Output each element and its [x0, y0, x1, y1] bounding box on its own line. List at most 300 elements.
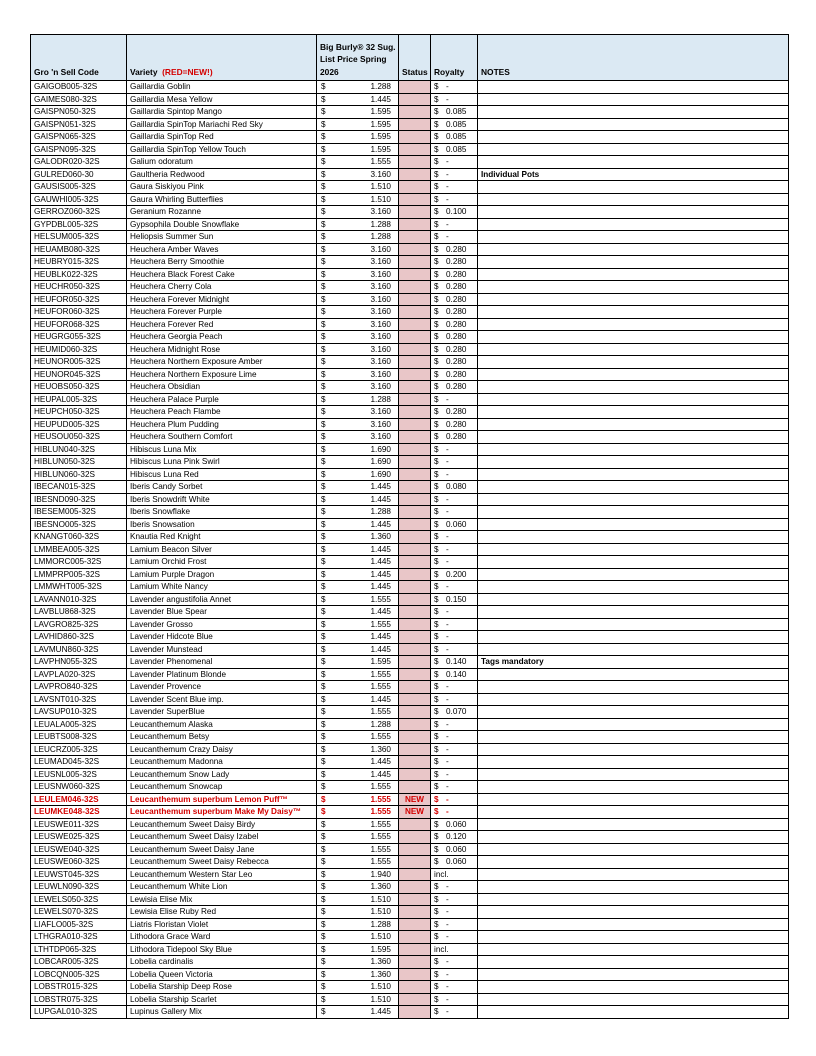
code-cell: LEUSNW060-32S [31, 781, 127, 794]
price-value: 1.288 [370, 507, 391, 516]
code-cell: HIBLUN060-32S [31, 468, 127, 481]
royalty-cell [431, 468, 478, 481]
variety-cell: Leucanthemum Sweet Daisy Jane [127, 843, 317, 856]
table-row [31, 868, 789, 881]
price-cell [317, 956, 399, 969]
notes-cell [478, 118, 789, 131]
price-value: 1.360 [370, 957, 391, 966]
notes-cell [478, 431, 789, 444]
royalty-cell [431, 681, 478, 694]
variety-cell: Lobelia cardinalis [127, 956, 317, 969]
price-value: 3.160 [370, 407, 391, 416]
royalty-value: incl. [434, 944, 449, 954]
royalty-cell [431, 881, 478, 894]
currency-symbol: $ [434, 832, 439, 841]
royalty-value: 0.140 [446, 669, 467, 679]
currency-symbol: $ [321, 719, 326, 729]
price-cell [317, 93, 399, 106]
currency-symbol: $ [321, 232, 326, 241]
royalty-cell [431, 406, 478, 419]
notes-cell [478, 706, 789, 719]
currency-symbol: $ [434, 982, 439, 991]
code-cell: LEUSWE011-32S [31, 818, 127, 831]
variety-cell: Heuchera Amber Waves [127, 243, 317, 256]
price-cell [317, 481, 399, 494]
royalty-value: - [446, 607, 449, 616]
currency-symbol: $ [321, 907, 326, 916]
table-row [31, 456, 789, 469]
price-value: 1.360 [370, 882, 391, 891]
currency-symbol: $ [434, 244, 439, 254]
status-cell [399, 268, 431, 281]
currency-symbol: $ [321, 744, 326, 754]
currency-symbol: $ [321, 332, 326, 341]
notes-cell [478, 718, 789, 731]
currency-symbol: $ [434, 144, 439, 154]
header-notes: NOTES [478, 35, 789, 81]
notes-cell [478, 318, 789, 331]
royalty-value: 0.060 [446, 844, 467, 854]
currency-symbol: $ [434, 369, 439, 379]
price-cell [317, 456, 399, 469]
notes-cell [478, 456, 789, 469]
royalty-value: - [446, 744, 449, 754]
currency-symbol: $ [434, 644, 439, 654]
price-value: 1.595 [370, 144, 391, 154]
table-row [31, 806, 789, 819]
price-cell [317, 143, 399, 156]
currency-symbol: $ [434, 494, 439, 504]
royalty-value: 0.200 [446, 569, 467, 579]
status-cell [399, 93, 431, 106]
price-cell [317, 618, 399, 631]
price-cell [317, 368, 399, 381]
table-row [31, 468, 789, 481]
currency-symbol: $ [434, 294, 439, 304]
price-value: 1.555 [370, 819, 391, 829]
royalty-value: 0.080 [446, 482, 467, 491]
header-variety [127, 35, 317, 81]
currency-symbol: $ [434, 619, 439, 629]
price-cell [317, 943, 399, 956]
royalty-cell [431, 856, 478, 869]
code-cell: LEWELS050-32S [31, 893, 127, 906]
status-cell [399, 593, 431, 606]
table-row [31, 543, 789, 556]
variety-cell: Gaura Siskiyou Pink [127, 181, 317, 194]
code-cell: HEUPUD005-32S [31, 418, 127, 431]
status-cell [399, 131, 431, 144]
table-row [31, 318, 789, 331]
royalty-value: 0.280 [446, 369, 467, 379]
variety-cell: Iberis Candy Sorbet [127, 481, 317, 494]
code-cell: HEUOBS050-32S [31, 381, 127, 394]
notes-cell [478, 156, 789, 169]
royalty-value: 0.280 [446, 419, 467, 429]
currency-symbol: $ [321, 469, 326, 479]
royalty-value: 0.280 [446, 307, 467, 316]
currency-symbol: $ [321, 632, 326, 641]
royalty-cell [431, 181, 478, 194]
variety-cell: Iberis Snowsation [127, 518, 317, 531]
notes-cell [478, 568, 789, 581]
price-value: 3.160 [370, 257, 391, 266]
price-value: 3.160 [370, 294, 391, 304]
price-value: 1.555 [370, 857, 391, 866]
price-value: 1.595 [370, 119, 391, 129]
royalty-value: - [446, 907, 449, 916]
royalty-cell [431, 481, 478, 494]
currency-symbol: $ [434, 232, 439, 241]
royalty-value: - [446, 882, 449, 891]
variety-cell: Leucanthemum Western Star Leo [127, 868, 317, 881]
price-cell [317, 281, 399, 294]
status-cell [399, 368, 431, 381]
currency-symbol: $ [321, 407, 326, 416]
variety-cell: Heuchera Northern Exposure Amber [127, 356, 317, 369]
variety-cell: Lamium Purple Dragon [127, 568, 317, 581]
royalty-value: - [446, 644, 449, 654]
price-cell [317, 968, 399, 981]
price-value: 3.160 [370, 244, 391, 254]
variety-cell: Lewisia Elise Mix [127, 893, 317, 906]
table-row [31, 756, 789, 769]
royalty-value: - [446, 507, 449, 516]
notes-cell [478, 681, 789, 694]
royalty-value: - [446, 544, 449, 554]
royalty-value: - [446, 157, 449, 166]
price-cell [317, 381, 399, 394]
status-cell [399, 481, 431, 494]
currency-symbol: $ [321, 207, 326, 216]
variety-cell: Lamium Beacon Silver [127, 543, 317, 556]
notes-cell [478, 406, 789, 419]
table-row [31, 93, 789, 106]
variety-cell: Heliopsis Summer Sun [127, 231, 317, 244]
status-cell [399, 731, 431, 744]
currency-symbol: $ [434, 119, 439, 129]
price-value: 1.690 [370, 444, 391, 454]
royalty-value: - [446, 169, 449, 179]
code-cell: HIBLUN040-32S [31, 443, 127, 456]
currency-symbol: $ [434, 419, 439, 429]
table-row [31, 1006, 789, 1019]
royalty-value: - [446, 969, 449, 979]
notes-cell [478, 968, 789, 981]
notes-cell [478, 868, 789, 881]
royalty-cell [431, 431, 478, 444]
status-cell [399, 643, 431, 656]
currency-symbol: $ [434, 819, 439, 829]
royalty-cell [431, 106, 478, 119]
currency-symbol: $ [434, 319, 439, 329]
currency-symbol: $ [321, 532, 326, 541]
currency-symbol: $ [434, 94, 439, 104]
table-row [31, 381, 789, 394]
variety-cell: Hibiscus Luna Mix [127, 443, 317, 456]
table-row [31, 143, 789, 156]
royalty-cell [431, 943, 478, 956]
table-row [31, 168, 789, 181]
price-cell [317, 806, 399, 819]
status-cell: NEW [399, 793, 431, 806]
royalty-value: - [446, 232, 449, 241]
variety-cell: Leucanthemum Sweet Daisy Birdy [127, 818, 317, 831]
notes-cell [478, 418, 789, 431]
currency-symbol: $ [434, 694, 439, 704]
variety-cell: Gaillardia SpinTop Mariachi Red Sky [127, 118, 317, 131]
notes-cell [478, 393, 789, 406]
price-cell [317, 981, 399, 994]
currency-symbol: $ [321, 482, 326, 491]
royalty-value: 0.280 [446, 432, 467, 441]
variety-cell: Lavender Scent Blue imp. [127, 693, 317, 706]
table-row [31, 406, 789, 419]
currency-symbol: $ [321, 144, 326, 154]
currency-symbol: $ [434, 994, 439, 1004]
currency-symbol: $ [434, 257, 439, 266]
variety-cell: Lavender Hidcote Blue [127, 631, 317, 644]
price-value: 1.510 [370, 907, 391, 916]
royalty-cell [431, 493, 478, 506]
currency-symbol: $ [434, 432, 439, 441]
royalty-cell [431, 268, 478, 281]
variety-cell: Gaillardia Mesa Yellow [127, 93, 317, 106]
status-cell [399, 856, 431, 869]
table-row [31, 993, 789, 1006]
notes-cell [478, 643, 789, 656]
royalty-cell [431, 293, 478, 306]
variety-cell: Lobelia Starship Scarlet [127, 993, 317, 1006]
variety-cell: Gaura Whirling Butterflies [127, 193, 317, 206]
code-cell: LEUMKE048-32S [31, 806, 127, 819]
notes-cell [478, 906, 789, 919]
price-cell [317, 506, 399, 519]
table-row [31, 568, 789, 581]
status-cell [399, 668, 431, 681]
royalty-cell [431, 206, 478, 219]
royalty-cell [431, 118, 478, 131]
code-cell: IBESND090-32S [31, 493, 127, 506]
price-value: 1.555 [370, 157, 391, 166]
royalty-cell [431, 393, 478, 406]
price-value: 1.360 [370, 744, 391, 754]
variety-cell: Heuchera Georgia Peach [127, 331, 317, 344]
currency-symbol: $ [434, 332, 439, 341]
royalty-cell [431, 156, 478, 169]
price-value: 1.555 [370, 619, 391, 629]
royalty-value: 0.280 [446, 257, 467, 266]
price-cell [317, 593, 399, 606]
price-value: 3.160 [370, 369, 391, 379]
price-cell [317, 906, 399, 919]
currency-symbol: $ [434, 407, 439, 416]
price-cell [317, 831, 399, 844]
royalty-value: 0.070 [446, 707, 467, 716]
price-value: 1.288 [370, 219, 391, 229]
currency-symbol: $ [321, 282, 326, 291]
royalty-cell [431, 643, 478, 656]
header-variety-label: Variety [130, 66, 158, 77]
table-row [31, 781, 789, 794]
price-cell [317, 881, 399, 894]
notes-cell [478, 543, 789, 556]
price-cell [317, 118, 399, 131]
code-cell: LEUCRZ005-32S [31, 743, 127, 756]
notes-cell: Individual Pots [478, 168, 789, 181]
price-value: 1.510 [370, 982, 391, 991]
status-cell [399, 118, 431, 131]
status-cell [399, 456, 431, 469]
notes-cell [478, 793, 789, 806]
currency-symbol: $ [434, 444, 439, 454]
royalty-value: 0.280 [446, 294, 467, 304]
header-price-line3: 2026 [320, 66, 339, 77]
code-cell: LEUSWE025-32S [31, 831, 127, 844]
table-row [31, 931, 789, 944]
currency-symbol: $ [321, 82, 326, 91]
notes-cell [478, 843, 789, 856]
currency-symbol: $ [434, 532, 439, 541]
price-cell [317, 531, 399, 544]
price-value: 1.690 [370, 457, 391, 466]
price-value: 3.160 [370, 319, 391, 329]
table-row [31, 643, 789, 656]
currency-symbol: $ [321, 832, 326, 841]
currency-symbol: $ [321, 507, 326, 516]
notes-cell [478, 781, 789, 794]
price-value: 3.160 [370, 357, 391, 366]
table-row [31, 718, 789, 731]
variety-cell: Leucanthemum Madonna [127, 756, 317, 769]
variety-cell: Lobelia Starship Deep Rose [127, 981, 317, 994]
table-row [31, 193, 789, 206]
royalty-cell [431, 506, 478, 519]
price-value: 3.160 [370, 344, 391, 354]
currency-symbol: $ [434, 794, 439, 804]
price-value: 3.160 [370, 207, 391, 216]
code-cell: HEUFOR060-32S [31, 306, 127, 319]
price-list-table [30, 34, 789, 1019]
royalty-value: - [446, 182, 449, 191]
status-cell [399, 543, 431, 556]
royalty-cell [431, 618, 478, 631]
royalty-value: 0.280 [446, 269, 467, 279]
currency-symbol: $ [434, 957, 439, 966]
notes-cell [478, 931, 789, 944]
notes-cell [478, 581, 789, 594]
code-cell: HEUBRY015-32S [31, 256, 127, 269]
currency-symbol: $ [321, 932, 326, 941]
status-cell [399, 831, 431, 844]
price-cell [317, 543, 399, 556]
status-cell [399, 168, 431, 181]
price-value: 1.445 [370, 769, 391, 779]
variety-cell: Gaillardia SpinTop Red [127, 131, 317, 144]
notes-cell [478, 618, 789, 631]
table-row [31, 818, 789, 831]
variety-cell: Liatris Floristan Violet [127, 918, 317, 931]
price-cell [317, 331, 399, 344]
price-value: 1.445 [370, 694, 391, 704]
table-row [31, 106, 789, 119]
variety-cell: Lamium White Nancy [127, 581, 317, 594]
table-row [31, 243, 789, 256]
variety-cell: Leucanthemum Snowcap [127, 781, 317, 794]
notes-cell [478, 743, 789, 756]
code-cell: LAVPHN055-32S [31, 656, 127, 669]
price-value: 1.288 [370, 82, 391, 91]
price-cell [317, 231, 399, 244]
price-value: 1.445 [370, 582, 391, 591]
code-cell: IBESNO005-32S [31, 518, 127, 531]
currency-symbol: $ [434, 919, 439, 929]
royalty-cell [431, 793, 478, 806]
currency-symbol: $ [321, 344, 326, 354]
price-value: 1.510 [370, 994, 391, 1004]
royalty-cell [431, 368, 478, 381]
currency-symbol: $ [321, 307, 326, 316]
price-cell [317, 643, 399, 656]
notes-cell [478, 368, 789, 381]
status-cell [399, 743, 431, 756]
royalty-value: - [446, 894, 449, 904]
royalty-cell [431, 868, 478, 881]
price-value: 1.555 [370, 782, 391, 791]
currency-symbol: $ [434, 469, 439, 479]
table-row [31, 581, 789, 594]
table-row [31, 506, 789, 519]
price-value: 1.445 [370, 569, 391, 579]
currency-symbol: $ [321, 694, 326, 704]
variety-cell: Lavender Blue Spear [127, 606, 317, 619]
currency-symbol: $ [321, 419, 326, 429]
table-row [31, 681, 789, 694]
code-cell: LIAFLO005-32S [31, 918, 127, 931]
royalty-value: 0.060 [446, 819, 467, 829]
royalty-value: - [446, 457, 449, 466]
royalty-value: 0.085 [446, 132, 467, 141]
notes-cell [478, 518, 789, 531]
currency-symbol: $ [434, 969, 439, 979]
royalty-cell [431, 981, 478, 994]
table-row [31, 481, 789, 494]
price-value: 1.445 [370, 607, 391, 616]
price-cell [317, 743, 399, 756]
royalty-cell [431, 281, 478, 294]
table-row [31, 918, 789, 931]
royalty-value: - [446, 469, 449, 479]
royalty-cell [431, 818, 478, 831]
code-cell: LAVMUN860-32S [31, 643, 127, 656]
currency-symbol: $ [321, 982, 326, 991]
royalty-cell [431, 993, 478, 1006]
currency-symbol: $ [321, 882, 326, 891]
royalty-cell [431, 768, 478, 781]
status-cell [399, 956, 431, 969]
variety-cell: Leucanthemum Sweet Daisy Izabel [127, 831, 317, 844]
price-cell [317, 556, 399, 569]
status-cell [399, 418, 431, 431]
table-row [31, 631, 789, 644]
price-value: 1.940 [370, 869, 391, 879]
variety-cell: Lavender angustifolia Annet [127, 593, 317, 606]
price-cell [317, 606, 399, 619]
royalty-cell [431, 531, 478, 544]
notes-cell [478, 281, 789, 294]
royalty-cell [431, 93, 478, 106]
status-cell [399, 568, 431, 581]
